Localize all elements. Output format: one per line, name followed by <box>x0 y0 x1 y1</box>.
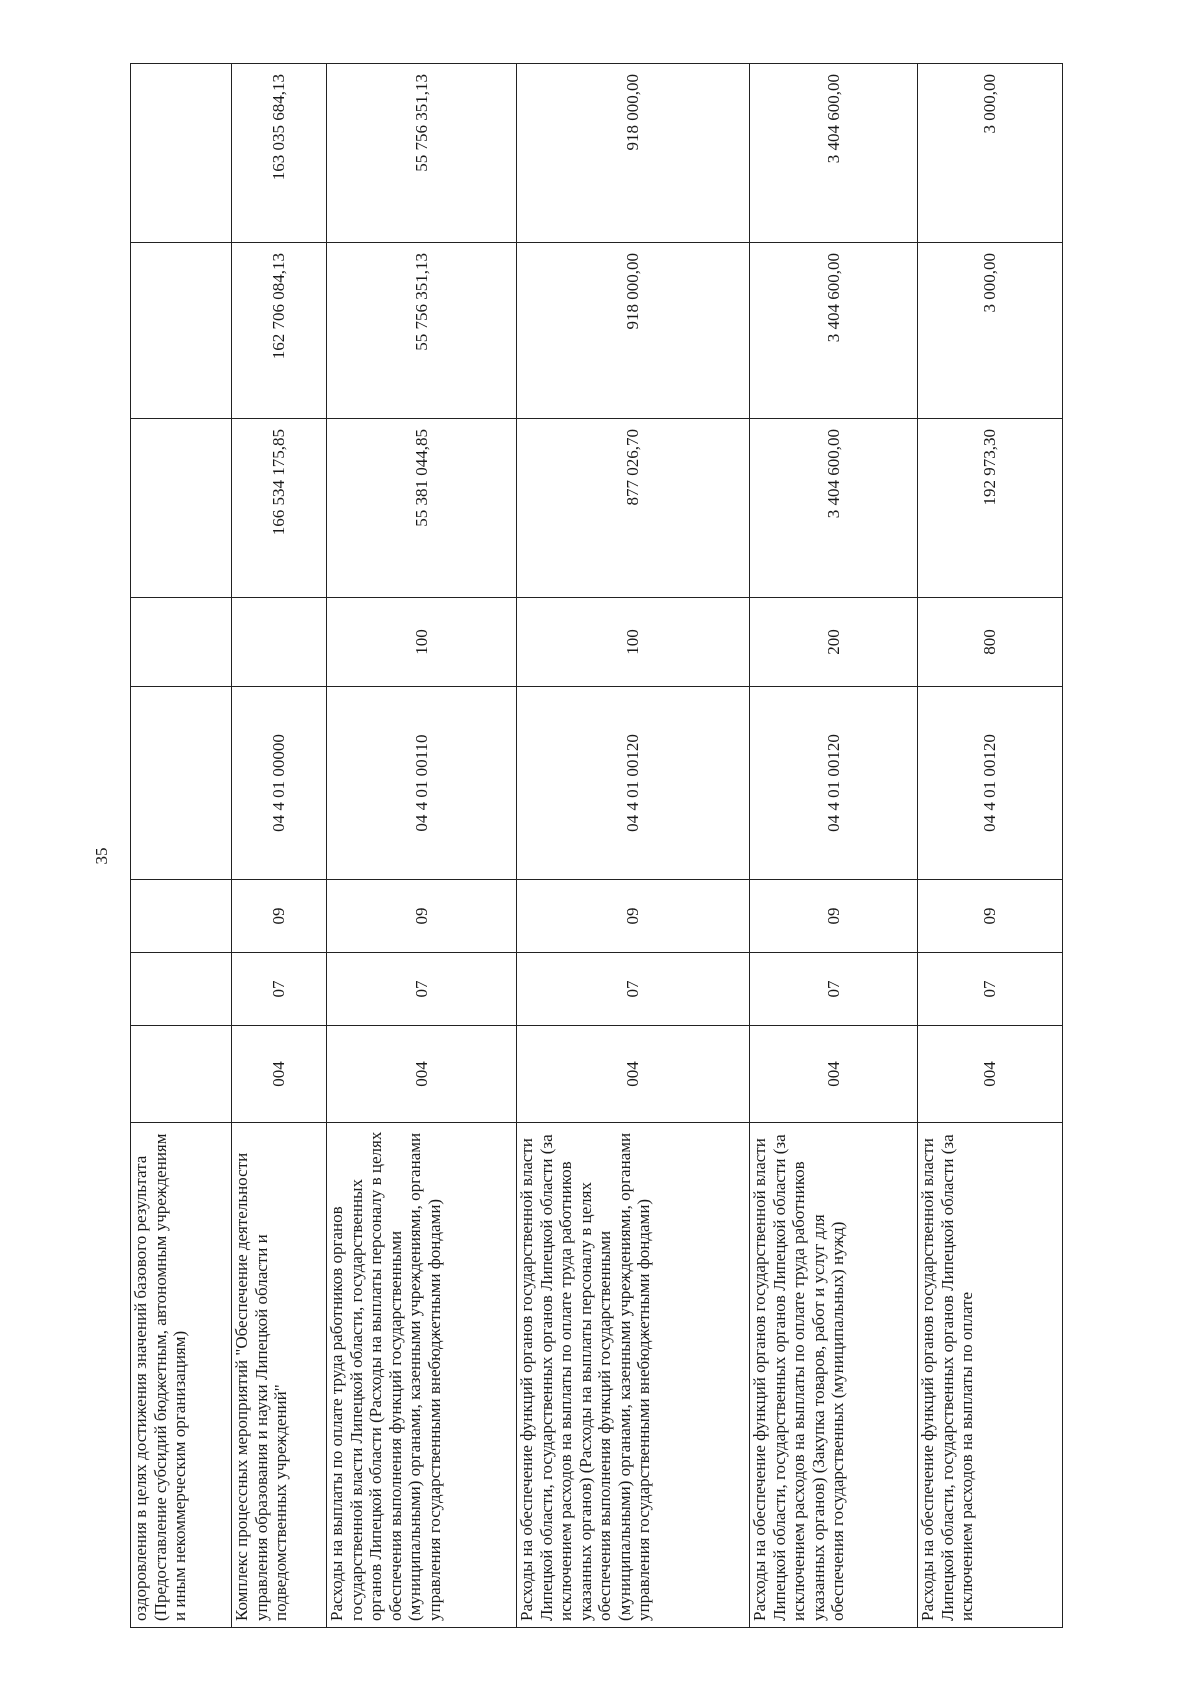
row-amount-2: 3 404 600,00 <box>750 243 918 419</box>
row-admin-code: 004 <box>750 1026 918 1123</box>
table-row <box>327 64 517 1628</box>
row-amount-2: 162 706 084,13 <box>232 243 327 419</box>
row-expense-type: 800 <box>918 598 1063 687</box>
row-expense-type <box>131 598 232 687</box>
row-amount-2 <box>131 243 232 419</box>
row-subsection: 09 <box>232 880 327 953</box>
row-amount-3: 163 035 684,13 <box>232 64 327 243</box>
row-expense-type: 200 <box>750 598 918 687</box>
row-section <box>131 953 232 1026</box>
row-admin-code: 004 <box>517 1026 750 1123</box>
row-amount-3: 55 756 351,13 <box>327 64 517 243</box>
row-subsection: 09 <box>750 880 918 953</box>
row-target-code: 04 4 01 00000 <box>232 687 327 880</box>
row-name: Расходы на обеспечение функций органов государственной власти Липецкой области, государственных органов Липецкой области (за исключением расходов на выплаты по оплате труда работников указанных органов) (Закупка товаров, работ и услуг для обеспечения государственных (муниципальных) нужд) <box>750 1123 918 1628</box>
row-section: 07 <box>750 953 918 1026</box>
row-amount-3: 3 000,00 <box>918 64 1063 243</box>
row-amount-1: 55 381 044,85 <box>327 419 517 598</box>
row-section: 07 <box>918 953 1063 1026</box>
row-section: 07 <box>517 953 750 1026</box>
row-name: Комплекс процессных мероприятий "Обеспечение деятельности управления образования и науки Липецкой области и подведомственных учреждений" <box>232 1123 327 1628</box>
row-amount-2: 918 000,00 <box>517 243 750 419</box>
row-target-code: 04 4 01 00110 <box>327 687 517 880</box>
row-amount-3 <box>131 64 232 243</box>
row-name: Расходы на выплаты по оплате труда работников органов государственной власти Липецкой области, государственных органов Липецкой области (Расходы на выплаты персоналу в целях обеспечения выполнения функций государственными (муниципальными) органами, казенными учреждениями, органами управления государственными внебюджетными фондами) <box>327 1123 517 1628</box>
row-amount-2: 55 756 351,13 <box>327 243 517 419</box>
row-name: Расходы на обеспечение функций органов государственной власти Липецкой области, государственных органов Липецкой области (за исключением расходов на выплаты по оплате труда работников указанных органов) (Расходы на выплаты персоналу в целях обеспечения выполнения функций государственными (муниципальными) органами, казенными учреждениями, органами управления государственными внебюджетными фондами) <box>517 1123 750 1628</box>
table-row <box>918 64 1063 1628</box>
row-subsection: 09 <box>327 880 517 953</box>
table-row <box>131 64 232 1628</box>
row-section: 07 <box>232 953 327 1026</box>
table-row <box>232 64 327 1628</box>
row-expense-type: 100 <box>517 598 750 687</box>
budget-table-sheet <box>130 64 1062 1628</box>
row-amount-1: 192 973,30 <box>918 419 1063 598</box>
row-expense-type <box>232 598 327 687</box>
row-amount-3: 918 000,00 <box>517 64 750 243</box>
table-row <box>750 64 918 1628</box>
row-admin-code: 004 <box>918 1026 1063 1123</box>
row-subsection: 09 <box>918 880 1063 953</box>
row-subsection: 09 <box>517 880 750 953</box>
row-admin-code: 004 <box>327 1026 517 1123</box>
budget-table <box>130 63 1063 1628</box>
row-section: 07 <box>327 953 517 1026</box>
row-target-code: 04 4 01 00120 <box>517 687 750 880</box>
row-expense-type: 100 <box>327 598 517 687</box>
row-amount-3: 3 404 600,00 <box>750 64 918 243</box>
row-amount-1 <box>131 419 232 598</box>
row-name: оздоровления в целях достижения значений базового результата (Предоставление субсидий бюджетным, автономным учреждениям и иным некоммерческим организациям) <box>131 1123 232 1628</box>
row-target-code <box>131 687 232 880</box>
row-target-code: 04 4 01 00120 <box>918 687 1063 880</box>
row-name: Расходы на обеспечение функций органов государственной власти Липецкой области, государственных органов Липецкой области (за исключением расходов на выплаты по оплате <box>918 1123 1063 1628</box>
row-amount-1: 877 026,70 <box>517 419 750 598</box>
row-admin-code: 004 <box>232 1026 327 1123</box>
page-number: 35 <box>92 847 111 865</box>
table-row <box>517 64 750 1628</box>
row-amount-2: 3 000,00 <box>918 243 1063 419</box>
row-target-code: 04 4 01 00120 <box>750 687 918 880</box>
row-admin-code <box>131 1026 232 1123</box>
row-amount-1: 166 534 175,85 <box>232 419 327 598</box>
row-subsection <box>131 880 232 953</box>
row-amount-1: 3 404 600,00 <box>750 419 918 598</box>
